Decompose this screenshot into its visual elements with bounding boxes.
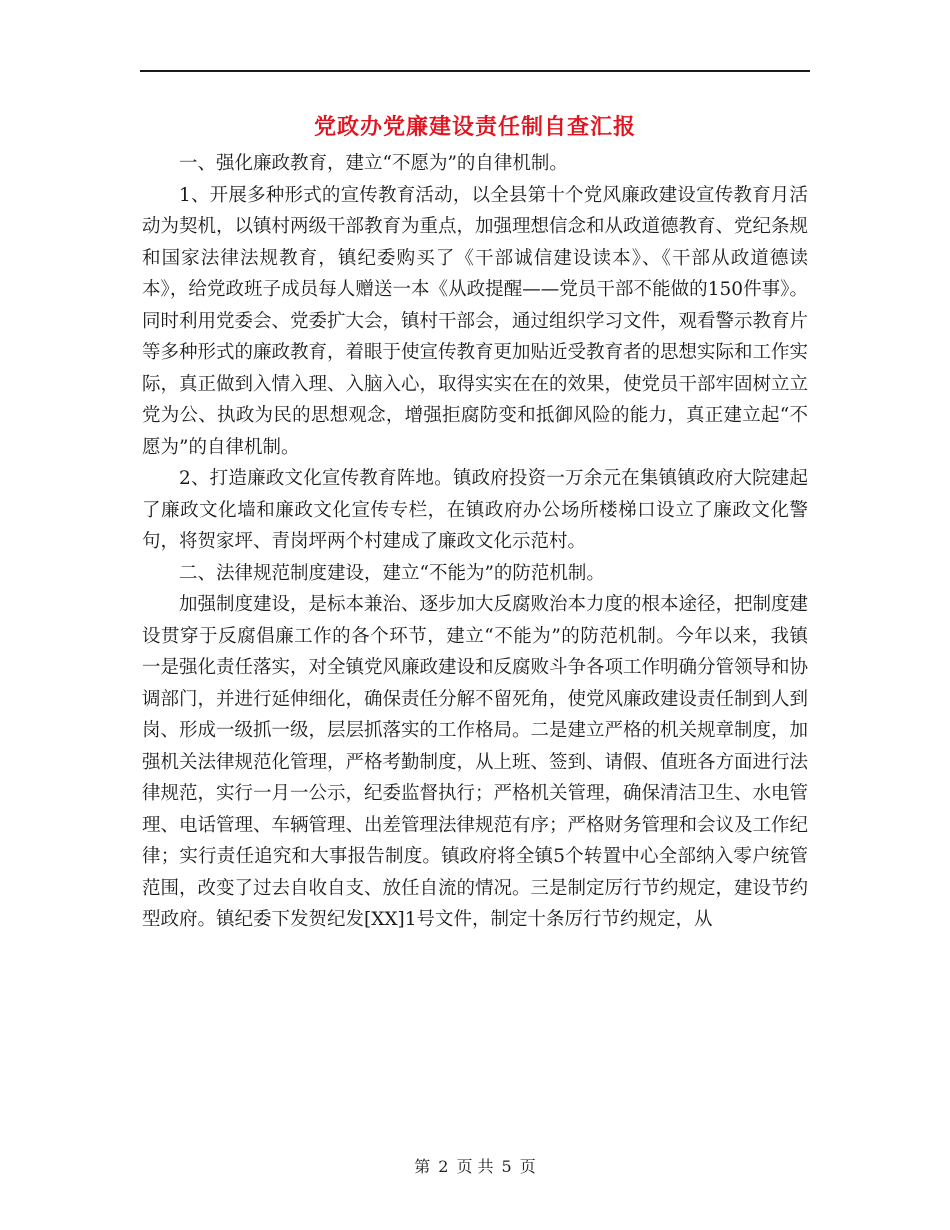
- paragraph-2: 2、打造廉政文化宣传教育阵地。镇政府投资一万余元在集镇镇政府大院建起了廉政文化墙和廉政文化宣传专栏，在镇政府办公场所楼梯口设立了廉政文化警句，将贺家坪、青岗坪两个村建成了廉政文化示范村。: [142, 468, 808, 552]
- footer-page-number: 2: [438, 1157, 449, 1176]
- document-title: 党政办党廉建设责任制自查汇报: [313, 115, 636, 140]
- paragraph-3: 加强制度建设，是标本兼治、逐步加大反腐败治本力度的根本途径，把制度建设贯穿于反腐倡廉工作的各个环节，建立“不能为”的防范机制。今年以来，我镇一是强化责任落实，对全镇党风廉政建设和反腐败斗争各项工作明确分管领导和协调部门，并进行延伸细化，确保责任分解不留死角，使党风廉政建设责任制到人到岗、形成一级抓一级，层层抓落实的工作格局。二是建立严格的机关规章制度，加强机关法律规范化管理，严格考勤制度，从上班、签到、请假、值班各方面进行法律规范，实行一月一公示，纪委监督执行；严格机关管理，确保清洁卫生、水电管理、电话管理、车辆管理、出差管理法律规范有序；严格财务管理和会议及工作纪律；实行责任追究和大事报告制度。镇政府将全镇5个转置中心全部纳入零户统管范围，改变了过去自收自支、放任自流的情况。三是制定厉行节约规定，建设节约型政府。镇纪委下发贺纪发[XX]1号文件，制定十条厉行节约规定，从: [142, 594, 809, 930]
- footer-total-pages: 5: [501, 1157, 512, 1176]
- page-footer: [0, 1154, 950, 1177]
- section-heading-1: 一、强化廉政教育，建立“不愿为”的自律机制。: [179, 153, 568, 174]
- section-heading-2: 二、法律规范制度建设，建立“不能为”的防范机制。: [179, 562, 605, 584]
- document-body: [142, 148, 808, 936]
- header-rule: [140, 70, 810, 72]
- footer-suffix: 页: [519, 1157, 536, 1176]
- footer-middle: 页 共: [456, 1157, 494, 1176]
- footer-prefix: 第: [414, 1157, 431, 1176]
- paragraph-1: 1、开展多种形式的宣传教育活动，以全县第十个党风廉政建设宣传教育月活动为契机，以镇村两级干部教育为重点，加强理想信念和从政道德教育、党纪条规和国家法律法规教育，镇纪委购买了《干部诚信建设读本》、《干部从政道德读本》，给党政班子成员每人赠送一本《从政提醒——党员干部不能做的150件事》。同时利用党委会、党委扩大会，镇村干部会，通过组织学习文件，观看警示教育片等多种形式的廉政教育，着眼于使宣传教育更加贴近受教育者的思想实际和工作实际，真正做到入情入理、入脑入心，取得实实在在的效果，使党员干部牢固树立立党为公、执政为民的思想观念，增强拒腐防变和抵御风险的能力，真正建立起“不愿为”的自律机制。: [142, 184, 809, 458]
